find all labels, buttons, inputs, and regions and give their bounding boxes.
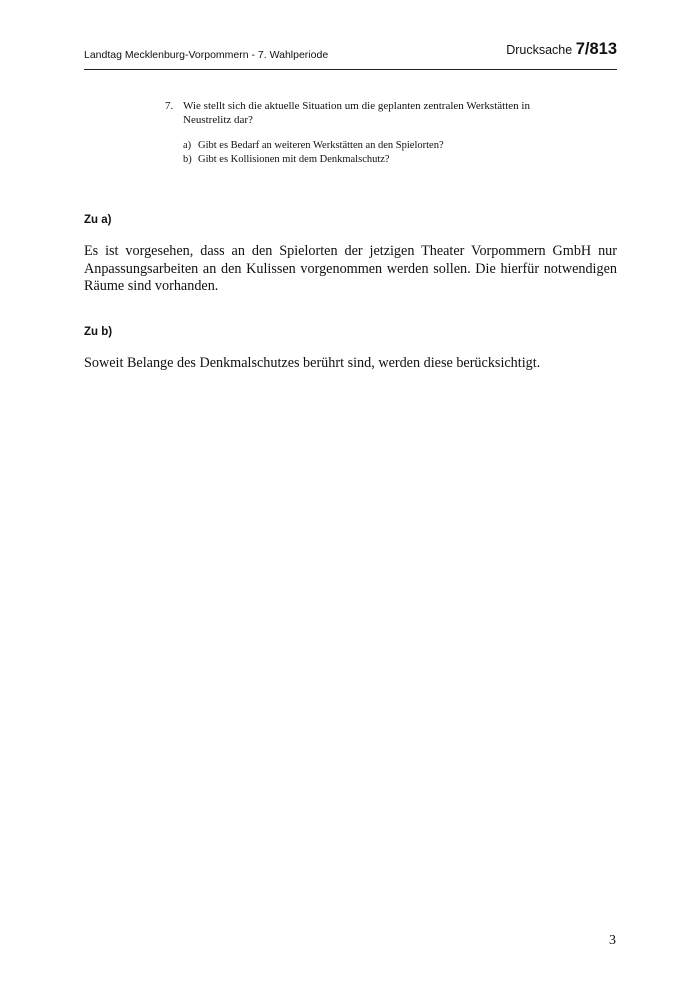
sub-question-mark: b) xyxy=(183,154,192,165)
document-reference xyxy=(506,40,617,59)
sub-question-text: Gibt es Kollisionen mit dem Denkmalschutz? xyxy=(198,154,390,165)
page-number: 3 xyxy=(609,933,616,948)
sub-question-a xyxy=(183,139,523,152)
question-text: Wie stellt sich die aktuelle Situation um die geplanten zentralen Werkstätten in Neustrelitz dar? xyxy=(183,100,530,126)
answer-heading-b: Zu b) xyxy=(84,326,113,338)
answer-text-a: Es ist vorgesehen, dass an den Spielorten der jetzigen Theater Vorpommern GmbH nur Anpassungsarbeiten an den Kulissen vorgenommen werden sollen. Die hierfür notwendigen Räume sind vorhanden. xyxy=(84,243,617,294)
answer-heading-a: Zu a) xyxy=(84,214,112,226)
parliament-label: Landtag Mecklenburg-Vorpommern - 7. Wahlperiode xyxy=(84,49,329,61)
document-number: 7/813 xyxy=(575,40,617,58)
sub-question-b xyxy=(183,153,523,166)
page-header xyxy=(84,40,617,70)
question-number: 7. xyxy=(165,100,174,112)
document-reference-label: Drucksache xyxy=(506,43,576,57)
question-block xyxy=(165,99,530,127)
sub-question-mark: a) xyxy=(183,140,192,151)
header-divider xyxy=(84,69,617,70)
sub-question-text: Gibt es Bedarf an weiteren Werkstätten an den Spielorten? xyxy=(198,140,444,151)
answer-text-b: Soweit Belange des Denkmalschutzes berührt sind, werden diese berücksichtigt. xyxy=(84,355,541,371)
